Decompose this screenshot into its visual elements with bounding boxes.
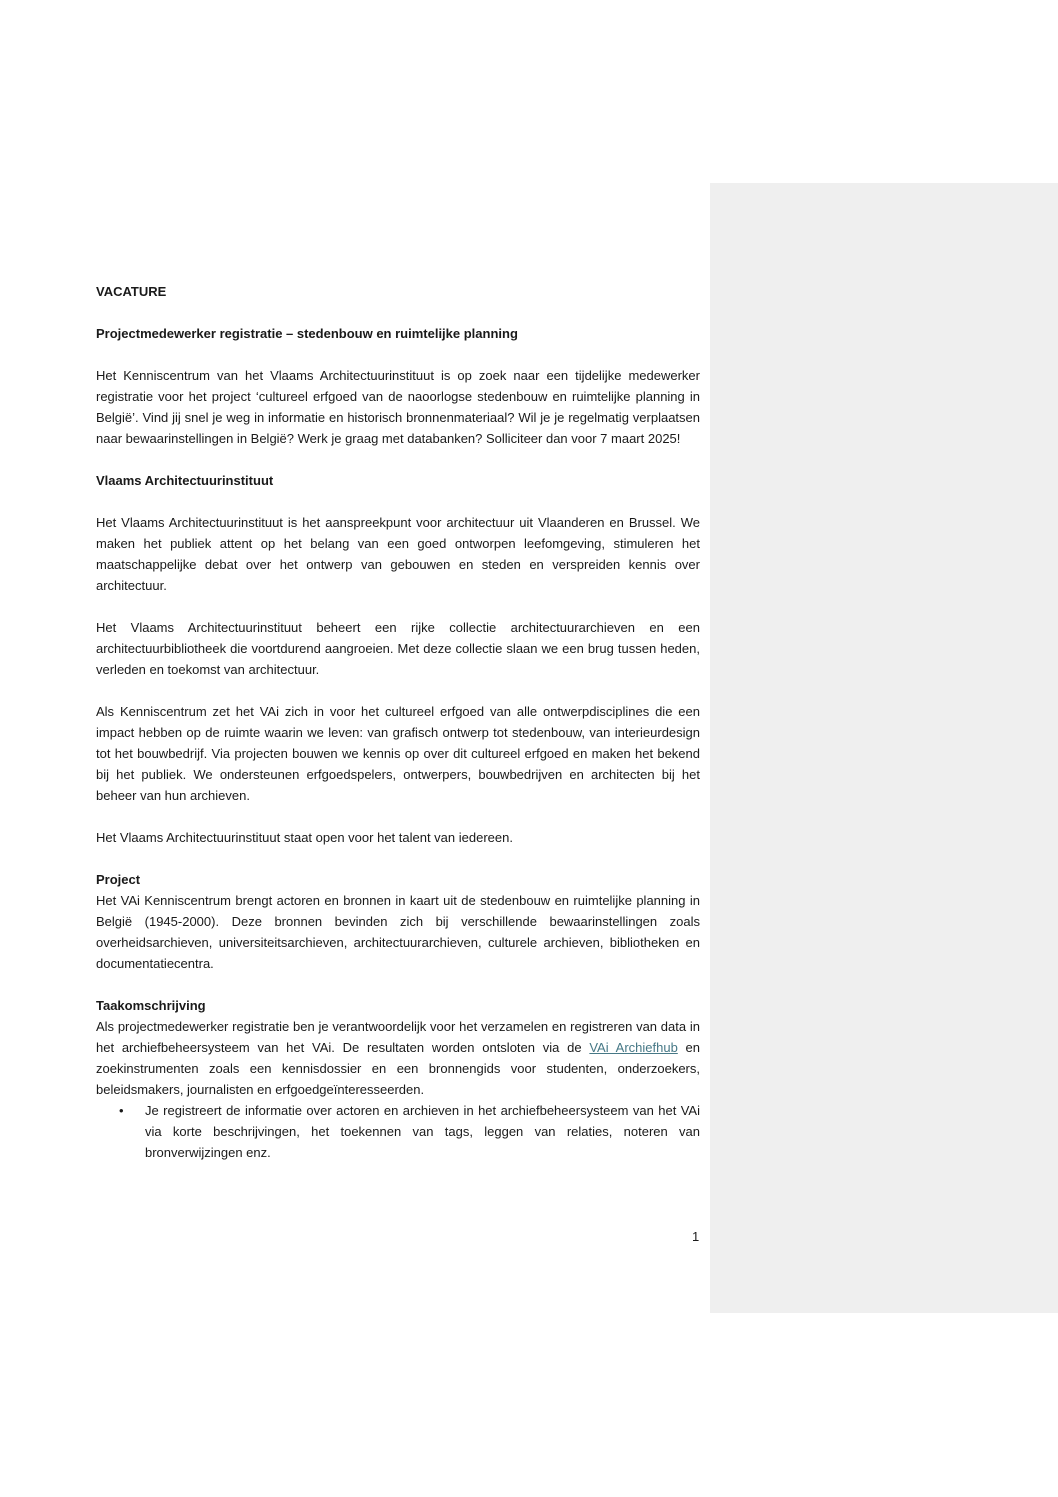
comment-pane: [710, 183, 1058, 1313]
vai-paragraph-4: Het Vlaams Architectuurinstituut staat open voor het talent van iedereen.: [96, 830, 513, 845]
project-paragraph: Het VAi Kenniscentrum brengt actoren en bronnen in kaart uit de stedenbouw en ruimtelijke planning in België (1945-2000). Deze bronnen bevinden zich bij verschillende bewaarinstellingen zoals overheidsarchieven, universiteitsarchieven, architectuurarchieven, culturele archieven, bibliotheken en documentatiecentra.: [96, 893, 700, 971]
heading-vacature: VACATURE: [96, 284, 167, 299]
page-number: 1: [692, 1229, 700, 1244]
job-title: Projectmedewerker registratie – stedenbouw en ruimtelijke planning: [96, 326, 518, 341]
document-page: [96, 281, 700, 1163]
tasks-bullet-list: [96, 1100, 700, 1163]
section-title-tasks: Taakomschrijving: [96, 998, 206, 1013]
tasks-text-before-link: Als projectmedewerker registratie ben je verantwoordelijk voor het verzamelen en registreren van data in het archiefbeheersysteem van het VAi. De resultaten worden ontsloten via de: [96, 1019, 700, 1055]
vai-paragraph-2: Het Vlaams Architectuurinstituut beheert een rijke collectie architectuurarchieven en een architectuurbibliotheek die voortdurend aangroeien. Met deze collectie slaan we een brug tussen heden, verleden en toekomst van architectuur.: [96, 620, 700, 677]
bullet-text: Je registreert de informatie over actoren en archieven in het archiefbeheersysteem van het VAi via korte beschrijvingen, het toekennen van tags, leggen van relaties, noteren van bronverwijzingen enz.: [145, 1103, 700, 1160]
vai-archiefhub-link[interactable]: VAi Archiefhub: [589, 1040, 678, 1055]
vai-paragraph-1: Het Vlaams Architectuurinstituut is het aanspreekpunt voor architectuur uit Vlaanderen en Brussel. We maken het publiek attent op het belang van een goed ontworpen leefomgeving, stimuleren het maatschappelijke debat over het ontwerp van gebouwen en steden en verspreiden kennis over architectuur.: [96, 515, 700, 593]
bullet-icon: •: [119, 1103, 124, 1118]
intro-paragraph: Het Kenniscentrum van het Vlaams Architectuurinstituut is op zoek naar een tijdelijke medewerker registratie voor het project ‘cultureel erfgoed van de naoorlogse stedenbouw en ruimtelijke planning in België’. Vind jij snel je weg in informatie en historisch bronnenmateriaal? Wil je je regelmatig verplaatsen naar bewaarinstellingen in België? Werk je graag met databanken? Solliciteer dan voor 7 maart 2025!: [96, 368, 700, 446]
tasks-paragraph: [96, 1016, 700, 1100]
vai-paragraph-3: Als Kenniscentrum zet het VAi zich in voor het cultureel erfgoed van alle ontwerpdisciplines die een impact hebben op de ruimte waarin we leven: van grafisch ontwerp tot stedenbouw, van interieurdesign tot het bouwbedrijf. Via projecten bouwen we kennis op over dit cultureel erfgoed en maken het bekend bij het publiek. We ondersteunen erfgoedspelers, ontwerpers, bouwbedrijven en architecten bij het beheer van hun archieven.: [96, 704, 700, 803]
section-title-project: Project: [96, 872, 141, 887]
list-item: [96, 1100, 700, 1163]
section-title-vai: Vlaams Architectuurinstituut: [96, 473, 274, 488]
tasks-text-after-link: en zoekinstrumenten zoals een kennisdossier en een bronnengids voor studenten, onderzoekers, beleidsmakers, journalisten en erfgoedgeïnteresseerden.: [96, 1040, 701, 1097]
